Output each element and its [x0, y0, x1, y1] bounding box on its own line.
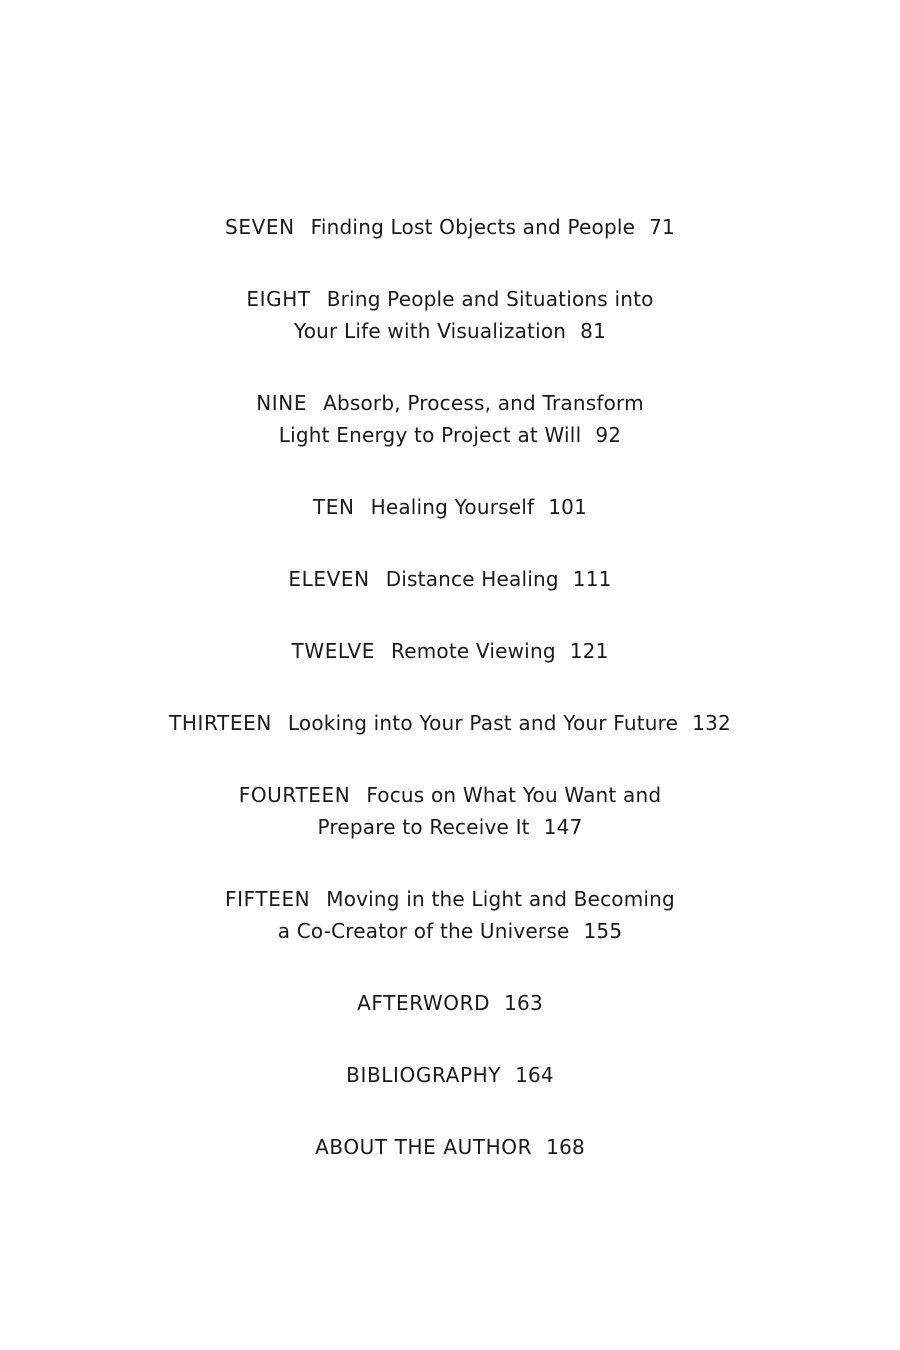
- toc-entry-label: FOURTEEN: [238, 783, 351, 807]
- toc-entry-title: a Co-Creator of the Universe: [277, 919, 570, 943]
- toc-entry-line: [0, 491, 900, 523]
- toc-entry-line: [0, 1131, 900, 1163]
- toc-entry-title: Looking into Your Past and Your Future: [287, 711, 679, 735]
- toc-entry: [0, 1059, 900, 1091]
- toc-entry-label: FIFTEEN: [225, 887, 311, 911]
- toc-entry-page-number: 164: [515, 1063, 554, 1087]
- toc-entry: [0, 635, 900, 667]
- toc-entry: [0, 211, 900, 243]
- toc-entry: [0, 1131, 900, 1163]
- toc-entry-line: [0, 707, 900, 739]
- toc-entry-label: TWELVE: [291, 639, 375, 663]
- toc-entry-page-number: 147: [543, 815, 583, 839]
- toc-entry-title: Remote Viewing: [391, 639, 556, 663]
- toc-entry-page-number: 121: [569, 639, 609, 663]
- toc-entry-page-number: 101: [548, 495, 588, 519]
- toc-entry-title: Moving in the Light and Becoming: [326, 887, 675, 911]
- toc-entry: [0, 707, 900, 739]
- toc-entry-title: Bring People and Situations into: [326, 287, 654, 311]
- toc-entry-label: BIBLIOGRAPHY: [346, 1063, 502, 1087]
- toc-entry: [0, 987, 900, 1019]
- toc-entry-line: [0, 1059, 900, 1091]
- toc-entry: [0, 883, 900, 947]
- toc-entry-line: [0, 387, 900, 419]
- toc-entry-label: ELEVEN: [288, 567, 370, 591]
- toc-entry-line: [0, 779, 900, 811]
- toc-entry-line: [0, 419, 900, 451]
- toc-entry-page-number: 163: [504, 991, 543, 1015]
- toc-entry-title: Finding Lost Objects and People: [310, 215, 636, 239]
- toc-entry-label: ABOUT THE AUTHOR: [315, 1135, 533, 1159]
- table-of-contents: [0, 211, 900, 1203]
- toc-entry: [0, 563, 900, 595]
- toc-entry-label: NINE: [256, 391, 308, 415]
- toc-entry-line: [0, 915, 900, 947]
- toc-entry-page-number: 71: [649, 215, 675, 239]
- toc-entry-line: [0, 563, 900, 595]
- toc-entry-line: [0, 987, 900, 1019]
- toc-entry-line: [0, 811, 900, 843]
- toc-entry-label: TEN: [312, 495, 355, 519]
- toc-entry-page-number: 81: [580, 319, 607, 343]
- toc-entry-line: [0, 315, 900, 347]
- toc-entry: [0, 387, 900, 451]
- toc-entry-title: Prepare to Receive It: [317, 815, 530, 839]
- toc-entry-line: [0, 211, 900, 243]
- toc-entry-title: Your Life with Visualization: [293, 319, 567, 343]
- toc-entry-page-number: 92: [595, 423, 622, 447]
- toc-entry-label: SEVEN: [225, 215, 295, 239]
- toc-entry-title: Focus on What You Want and: [366, 783, 662, 807]
- toc-entry-page-number: 155: [583, 919, 623, 943]
- toc-entry-page-number: 168: [546, 1135, 585, 1159]
- toc-entry-page-number: 132: [692, 711, 731, 735]
- toc-entry-page-number: 111: [572, 567, 612, 591]
- toc-entry-label: AFTERWORD: [357, 991, 491, 1015]
- toc-entry: [0, 283, 900, 347]
- toc-entry: [0, 491, 900, 523]
- toc-entry-title: Distance Healing: [385, 567, 559, 591]
- toc-entry-line: [0, 883, 900, 915]
- toc-entry-line: [0, 283, 900, 315]
- toc-entry-line: [0, 635, 900, 667]
- toc-entry-title: Light Energy to Project at Will: [278, 423, 582, 447]
- toc-entry-label: THIRTEEN: [169, 711, 272, 735]
- toc-entry-title: Healing Yourself: [370, 495, 535, 519]
- toc-entry-label: EIGHT: [246, 287, 311, 311]
- toc-entry-title: Absorb, Process, and Transform: [323, 391, 644, 415]
- toc-entry: [0, 779, 900, 843]
